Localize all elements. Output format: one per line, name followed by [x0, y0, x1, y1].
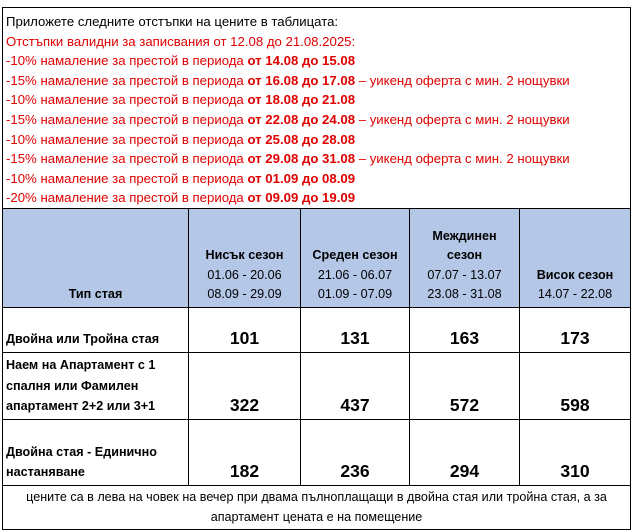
room-type-header: Тип стая [3, 208, 189, 307]
season-header-low: Нисък сезон 01.06 - 20.06 08.09 - 29.09 [189, 208, 301, 307]
discount-line: -20% намаление за престой в периода от 09.09 до 19.09 [6, 190, 356, 206]
discount-lines [6, 51, 630, 208]
row-label: Двойна или Тройна стая [3, 307, 189, 352]
price-cell: 598 [520, 352, 631, 419]
discount-line: -15% намаление за престой в периода от 29.08 до 31.08 – уикенд оферта с мин. 2 нощувки [6, 151, 570, 167]
price-cell: 572 [410, 352, 520, 419]
season-header-high: Висок сезон 14.07 - 22.08 [520, 208, 631, 307]
price-sheet [2, 7, 630, 530]
discount-line: -15% намаление за престой в периода от 22.08 до 24.08 – уикенд оферта с мин. 2 нощувки [6, 111, 570, 127]
price-cell: 310 [520, 419, 631, 485]
notes-validity: Отстъпки валидни за записвания от 12.08 до 21.08.2025: [6, 33, 356, 49]
season-header-mid: Среден сезон 21.06 - 06.07 01.09 - 07.09 [301, 208, 410, 307]
discount-line: -10% намаление за престой в периода от 01.09 до 08.09 [6, 170, 356, 186]
notes-row [3, 8, 631, 209]
row-label: Наем на Апартамент с 1 спалня или Фамилен апартамент 2+2 или 3+1 [3, 352, 189, 419]
price-cell: 182 [189, 419, 301, 485]
price-cell: 236 [301, 419, 410, 485]
price-cell: 322 [189, 352, 301, 419]
price-table [2, 7, 631, 530]
table-row [3, 419, 631, 485]
discount-line: -10% намаление за престой в периода от 18.08 до 21.08 [6, 92, 356, 108]
notes-intro: Приложете следните отстъпки на цените в таблицата: [6, 14, 339, 29]
price-cell: 131 [301, 307, 410, 352]
discount-line: -15% намаление за престой в периода от 16.08 до 17.08 – уикенд оферта с мин. 2 нощувки [6, 72, 570, 88]
price-cell: 437 [301, 352, 410, 419]
price-cell: 101 [189, 307, 301, 352]
season-header-shoulder: Междинен сезон 07.07 - 13.07 23.08 - 31.08 [410, 208, 520, 307]
price-cell: 173 [520, 307, 631, 352]
price-cell: 163 [410, 307, 520, 352]
footer-row [3, 485, 631, 529]
header-row [3, 208, 631, 307]
price-cell: 294 [410, 419, 520, 485]
discount-line: -10% намаление за престой в периода от 25.08 до 28.08 [6, 131, 356, 147]
price-footnote: цените са в лева на човек на вечер при двама пълноплащащи в двойна стая или тройна стая, а за апартамент цената е на помещение [3, 485, 631, 529]
table-row [3, 307, 631, 352]
discount-notes [3, 8, 631, 209]
discount-line: -10% намаление за престой в периода от 14.08 до 15.08 [6, 53, 356, 69]
table-row [3, 352, 631, 419]
row-label: Двойна стая - Единично настаняване [3, 419, 189, 485]
